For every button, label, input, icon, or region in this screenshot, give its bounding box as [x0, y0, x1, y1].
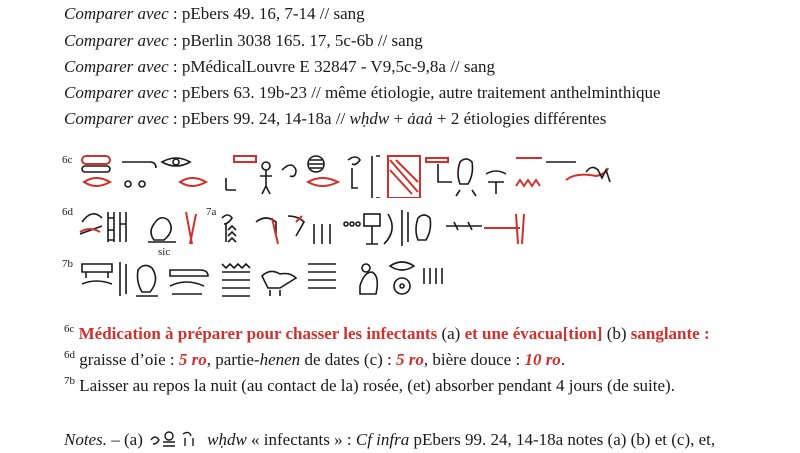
notes-heading: Notes. — [64, 430, 107, 449]
hieroglyph-row-2 — [76, 204, 796, 250]
text: graisse d’oie : — [75, 350, 179, 369]
quantity: 10 ro — [524, 350, 561, 369]
hiero-row-label: 6c — [62, 154, 73, 166]
note-ref: (a) — [437, 324, 465, 343]
compare-ref: pBerlin 3038 165. 17, 5c-6b // sang — [181, 31, 423, 50]
text: , partie- — [206, 350, 260, 369]
notes-line — [64, 430, 715, 450]
compare-label: Comparer avec — [64, 57, 169, 76]
compare-line-1 — [64, 4, 365, 24]
translation-line-1 — [64, 324, 710, 346]
compare-label: Comparer avec — [64, 109, 169, 128]
hiero-row-label: 6d — [62, 206, 73, 218]
compare-ref-e: + 2 étiologies différentes — [432, 109, 607, 128]
line-label: 7b — [64, 375, 75, 387]
compare-ref-d: ȧaȧ — [407, 109, 433, 128]
compare-line-2 — [64, 31, 423, 51]
hiero-row-label-mid: 7a — [206, 206, 217, 218]
compare-ref: pEbers 63. 19b-23 // même étiologie, autre traitement anthelminthique — [181, 83, 661, 102]
quantity: 5 ro — [396, 350, 424, 369]
compare-ref: pMédicalLouvre E 32847 - V9,5c-9,8a // sang — [181, 57, 496, 76]
hieroglyph-row-3 — [76, 256, 796, 302]
translation-line-3 — [64, 376, 675, 398]
compare-line-3 — [64, 57, 495, 77]
term: henen — [259, 350, 301, 369]
compare-sep: : — [168, 31, 182, 50]
text: . — [560, 350, 566, 369]
compare-label: Comparer avec — [64, 4, 169, 23]
line-label: 6c — [64, 323, 75, 335]
hieroglyph-inline — [147, 430, 207, 448]
hieroglyph-row-1 — [76, 152, 796, 198]
hieroglyph-glyphs-row-3 — [76, 256, 456, 302]
hieroglyph-glyphs-row-2 — [76, 204, 536, 250]
compare-line-4 — [64, 83, 661, 103]
term: wḥdw — [207, 430, 247, 449]
compare-sep: : — [168, 109, 182, 128]
rubric-text: et une évacua[tion] — [464, 324, 603, 343]
text: , bière douce : — [423, 350, 525, 369]
compare-line-5 — [64, 109, 606, 129]
sic-mark: sic — [158, 246, 171, 258]
text: pEbers 99. 24, 14-18a notes (a) (b) et (c), et, — [409, 430, 716, 449]
compare-ref-c: + — [389, 109, 408, 128]
compare-sep: : — [168, 83, 182, 102]
hiero-row-label: 7b — [62, 258, 73, 270]
text: « infectants » : — [246, 430, 356, 449]
hieroglyph-glyphs-row-1 — [76, 152, 636, 198]
compare-label: Comparer avec — [64, 31, 169, 50]
text: – (a) — [106, 430, 148, 449]
compare-sep: : — [168, 57, 182, 76]
compare-sep: : — [168, 4, 182, 23]
text: de dates (c) : — [300, 350, 397, 369]
compare-ref-a: pEbers 99. 24, 14-18a // — [181, 109, 350, 128]
rubric-text: Médication à préparer pour chasser les infectants — [78, 324, 438, 343]
quantity: 5 ro — [178, 350, 207, 369]
translation-line-2 — [64, 350, 565, 372]
compare-ref-b: wḥdw — [349, 109, 390, 128]
text: Laisser au repos la nuit (au contact de la) rosée, (et) absorber pendant 4 jours (de suite). — [75, 376, 675, 395]
line-label: 6d — [64, 349, 75, 361]
compare-label: Comparer avec — [64, 83, 169, 102]
rubric-text: sanglante : — [630, 324, 710, 343]
compare-ref: pEbers 49. 16, 7-14 // sang — [181, 4, 365, 23]
note-ref: (b) — [602, 324, 631, 343]
cf-ref: Cf infra — [355, 430, 410, 449]
